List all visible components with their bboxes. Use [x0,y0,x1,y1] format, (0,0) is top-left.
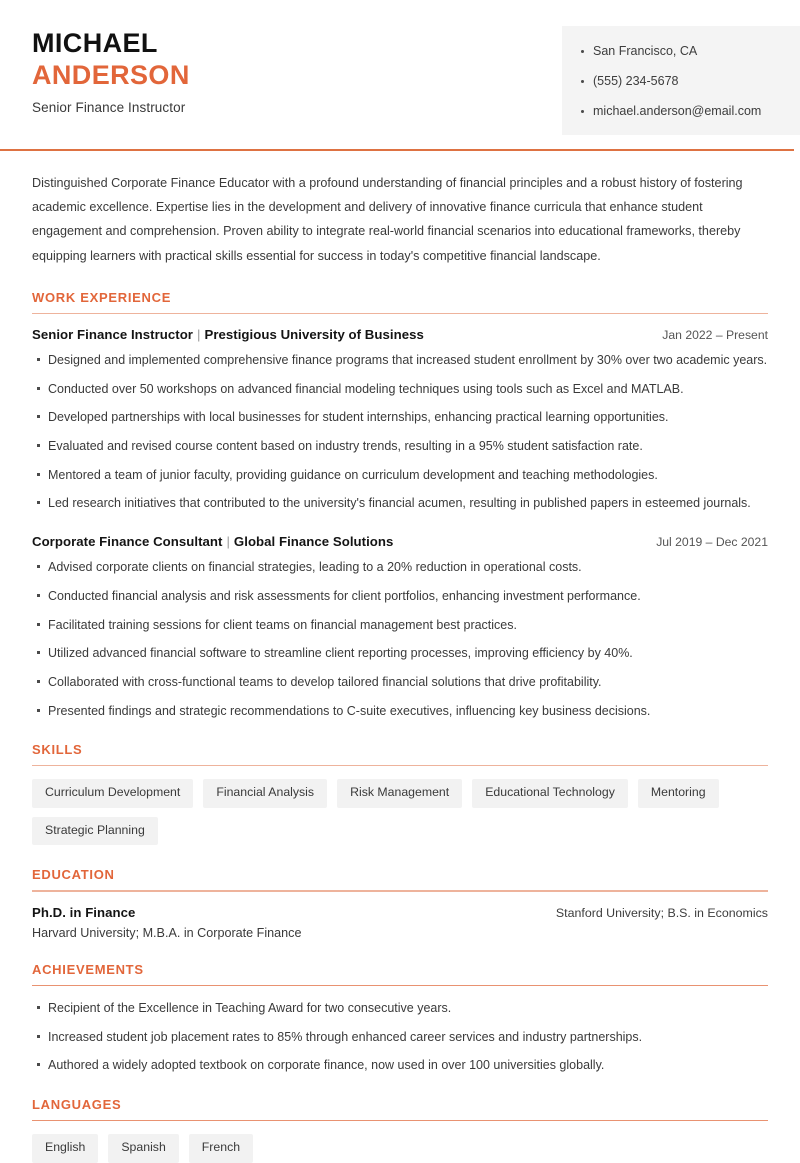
title-separator: | [197,327,201,343]
contact-box [562,26,800,135]
list-item: Facilitated training sessions for client teams on financial management best practices. [32,616,768,634]
section-title-work-experience: WORK EXPERIENCE [32,289,172,305]
last-name: ANDERSON [32,59,190,90]
experience-bullets [32,351,768,512]
contact-item-phone[interactable]: (555) 234-5678 [580,74,786,89]
languages-chip-list [32,1134,768,1163]
section-divider [32,765,768,767]
list-item: Conducted over 50 workshops on advanced financial modeling techniques using tools such as Excel and MATLAB. [32,380,768,398]
education-degree: Ph.D. in Finance [32,904,136,920]
section-title-education: EDUCATION [32,867,115,883]
first-name: MICHAEL [32,28,158,58]
list-item: Authored a widely adopted textbook on corporate finance, now used in over 100 universities globally. [32,1056,768,1074]
education-entry [32,905,768,940]
education-institution-right: Stanford University; B.S. in Economics [555,905,768,920]
experience-role: Corporate Finance Consultant [32,534,223,550]
skill-chip: Educational Technology [472,779,628,808]
experience-bullets [32,558,768,719]
section-skills [32,742,768,846]
experience-entry-header [32,534,768,549]
achievements-bullets [32,999,768,1074]
list-item: Increased student job placement rates to 85% through enhanced career services and industry partnerships. [32,1028,768,1046]
experience-role: Senior Finance Instructor [32,327,193,343]
list-item: Collaborated with cross-functional teams to develop tailored financial solutions that drive profitability. [32,673,768,691]
list-item: Designed and implemented comprehensive finance programs that increased student enrollment by 30% over two academic years. [32,351,768,369]
list-item: Evaluated and revised course content based on industry trends, resulting in a 95% student satisfaction rate. [32,437,768,455]
section-divider [32,985,768,987]
contact-item-email[interactable]: michael.anderson@email.com [580,104,786,119]
list-item: Recipient of the Excellence in Teaching Award for two consecutive years. [32,999,768,1017]
skill-chip: Risk Management [337,779,462,808]
contact-item-location: San Francisco, CA [580,44,786,59]
skill-chip: Strategic Planning [32,817,158,846]
experience-entry [32,534,768,719]
resume-header [0,0,800,135]
experience-title-line [32,327,424,342]
section-work-experience [32,290,768,720]
section-divider [32,1120,768,1122]
professional-summary: Distinguished Corporate Finance Educator with a profound understanding of financial principles and a robust history of fostering academic excellence. Expertise lies in the development and delivery of innovative finance curricula that enhance student engagement and comprehension. Proven ability to integrate real-world financial scenarios into educational frameworks, thereby equipping learners with practical skills essential for success in today's competitive financial landscape. [32,176,743,263]
list-item: Mentored a team of junior faculty, providing guidance on curriculum development and teaching methodologies. [32,466,768,484]
section-achievements [32,962,768,1075]
language-chip: Spanish [108,1134,178,1163]
section-title-languages: LANGUAGES [32,1096,122,1112]
education-entry-header [32,905,768,920]
section-title-achievements: ACHIEVEMENTS [32,961,144,977]
section-education [32,867,768,940]
skill-chip: Curriculum Development [32,779,193,808]
header-divider [0,149,794,151]
skill-chip: Financial Analysis [203,779,327,808]
list-item: Advised corporate clients on financial strategies, leading to a 20% reduction in operational costs. [32,558,768,576]
list-item: Led research initiatives that contributed to the university's financial acumen, resulting in published papers in esteemed journals. [32,494,768,512]
contact-list [580,44,786,119]
list-item: Presented findings and strategic recommendations to C-suite executives, influencing key business decisions. [32,702,768,720]
experience-title-line [32,534,393,549]
list-item: Developed partnerships with local businesses for student internships, enhancing practical learning opportunities. [32,408,768,426]
skills-chip-list [32,779,768,845]
experience-entry [32,327,768,512]
list-item: Conducted financial analysis and risk assessments for client portfolios, enhancing investment performance. [32,587,768,605]
header-identity [0,22,190,115]
experience-company: Global Finance Solutions [233,534,394,550]
experience-company: Prestigious University of Business [204,327,424,343]
section-divider [32,890,768,892]
resume-content [0,171,800,1163]
education-subline: Harvard University; M.B.A. in Corporate Finance [32,925,302,940]
skill-chip: Mentoring [638,779,719,808]
experience-entry-header [32,327,768,342]
header-job-title: Senior Finance Instructor [32,100,186,116]
list-item: Utilized advanced financial software to streamline client reporting processes, improving efficiency by 40%. [32,644,768,662]
language-chip: French [189,1134,253,1163]
experience-date: Jan 2022 – Present [662,328,768,343]
section-divider [32,313,768,315]
experience-date: Jul 2019 – Dec 2021 [656,535,768,550]
title-separator: | [226,534,230,550]
section-title-skills: SKILLS [32,741,83,757]
language-chip: English [32,1134,98,1163]
